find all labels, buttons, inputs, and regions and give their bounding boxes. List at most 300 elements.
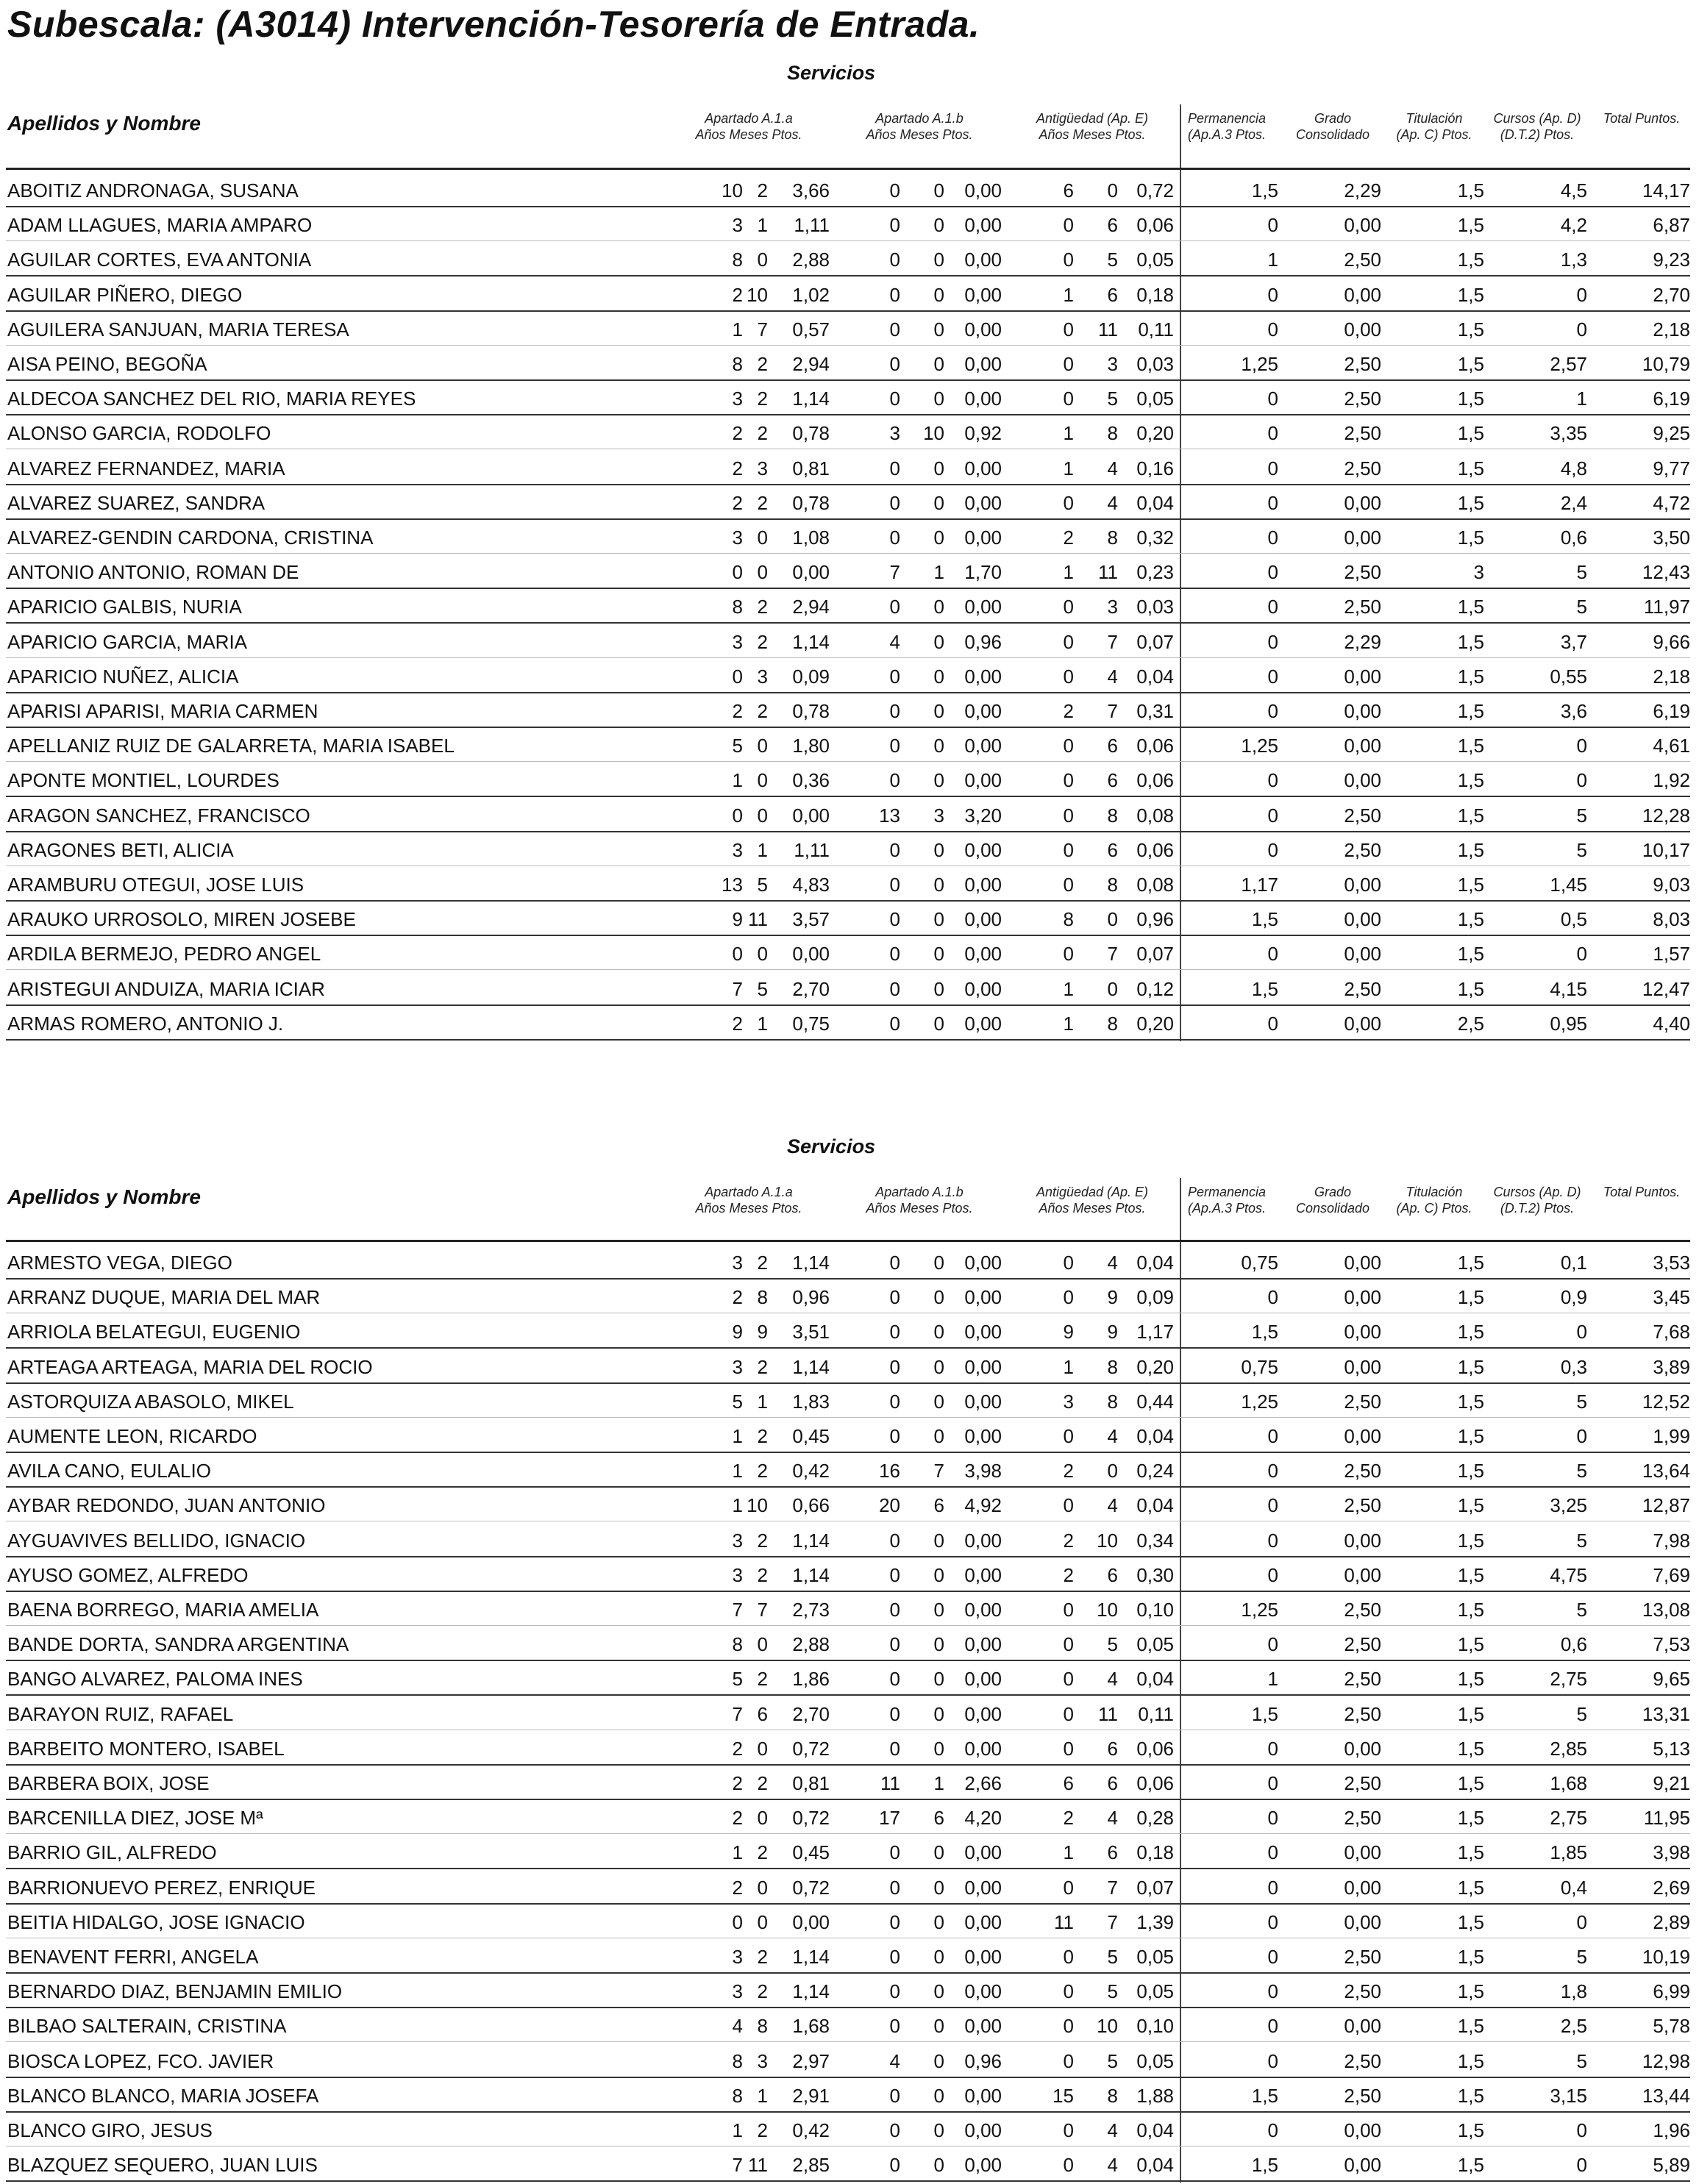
value-cell: 0,00 [1344,2119,1381,2141]
value-cell: 0 [889,1286,900,1309]
name-cell: AISA PEINO, BEGOÑA [7,353,207,375]
value-cell: 1,25 [1241,1390,1278,1413]
value-cell: 2,4 [1560,491,1587,514]
value-cell: 6 [1107,214,1118,237]
value-cell: 1 [757,1012,768,1035]
value-cell: 2,50 [1344,457,1381,479]
value-cell: 0 [889,2084,900,2107]
value-cell: 0 [1063,2049,1074,2072]
value-cell: 0 [1063,388,1074,410]
column-header-line: Permanencia [1187,1185,1267,1199]
row-divider [6,1591,1690,1592]
value-cell: 2,29 [1344,630,1381,653]
column-header-line: Años Meses Ptos. [695,127,802,142]
value-cell: 0 [1063,874,1074,896]
table-row [0,2044,1699,2079]
value-cell: 13 [722,874,743,896]
column-header-line: Titulación [1406,111,1463,126]
value-cell: 0 [1267,2119,1278,2141]
value-cell: 1,5 [1457,1910,1484,1933]
value-cell: 3,50 [1653,527,1690,549]
value-cell: 13,08 [1642,1599,1690,1621]
value-cell: 0 [1267,1633,1278,1656]
value-cell: 0 [1267,1946,1278,1968]
value-cell: 0 [889,1390,900,1413]
name-cell: APELLANIZ RUIZ DE GALARRETA, MARIA ISABEL [7,735,455,757]
value-cell: 6 [933,1807,944,1830]
value-cell: 12,28 [1642,804,1690,827]
column-header-line: Cursos (Ap. D) [1493,111,1581,126]
value-cell: 1,5 [1457,1633,1484,1656]
value-cell: 5 [1576,804,1587,827]
value-cell: 1,25 [1241,353,1278,375]
name-cell: ARAGON SANCHEZ, FRANCISCO [7,804,310,827]
value-cell: 2,91 [792,2084,830,2107]
value-cell: 0 [889,838,900,861]
value-cell: 4 [1107,457,1118,479]
row-divider [6,1382,1690,1384]
table-row [0,1593,1699,1627]
value-cell: 0,09 [1136,1286,1174,1309]
name-cell: BARCENILLA DIEZ, JOSE Mª [7,1807,263,1830]
value-cell: 0 [1267,561,1278,584]
value-cell: 0,1 [1560,1252,1587,1274]
value-cell: 0 [732,561,743,584]
value-cell: 0,96 [964,2049,1002,2072]
value-cell: 13,44 [1642,2084,1690,2107]
value-cell: 3,98 [1653,1841,1690,1864]
value-cell: 2,5 [1457,1012,1484,1035]
column-header-line: (D.T.2) Ptos. [1500,1201,1575,1216]
value-cell: 0 [1267,1807,1278,1830]
table-row [0,2113,1699,2148]
row-divider [6,2041,1690,2042]
value-cell: 0 [1063,214,1074,237]
value-cell: 0,00 [1344,769,1381,792]
value-cell: 0 [1576,318,1587,340]
value-cell: 1,5 [1457,1425,1484,1447]
column-header-line: Consolidado [1295,1201,1370,1216]
name-cell: ARMAS ROMERO, ANTONIO J. [7,1012,284,1035]
value-cell: 2,85 [1550,1737,1587,1760]
value-cell: 0 [889,1321,900,1343]
name-cell: ARAUKO URROSOLO, MIREN JOSEBE [7,908,356,931]
value-cell: 7 [757,1599,768,1621]
value-cell: 2,50 [1344,977,1381,1000]
value-cell: 5 [1576,596,1587,618]
value-cell: 3 [732,1355,743,1378]
name-cell: ANTONIO ANTONIO, ROMAN DE [7,561,299,584]
value-cell: 0 [933,1737,944,1760]
value-cell: 1,70 [964,561,1002,584]
value-cell: 2 [732,1772,743,1794]
value-cell: 3,89 [1653,1355,1690,1378]
value-cell: 5 [1576,1702,1587,1725]
value-cell: 1 [933,561,944,584]
table-row [0,1419,1699,1454]
value-cell: 1,14 [792,1252,830,1274]
value-cell: 1,45 [1550,874,1587,896]
row-divider [6,2007,1690,2008]
value-cell: 0 [889,1876,900,1899]
value-cell: 0,00 [1344,700,1381,722]
value-cell: 0,00 [964,1946,1002,1968]
value-cell: 1 [1063,1841,1074,1864]
value-cell: 3,7 [1560,630,1587,653]
value-cell: 0 [1107,1460,1118,1482]
value-cell: 1,5 [1457,838,1484,861]
value-cell: 0,95 [1550,1012,1587,1035]
value-cell: 9 [1063,1321,1074,1343]
table-row [0,1385,1699,1419]
value-cell: 1 [1267,1668,1278,1691]
column-header-line: Consolidado [1295,127,1370,142]
value-cell: 0 [933,874,944,896]
value-cell: 0,00 [964,596,1002,618]
value-cell: 0 [933,1252,944,1274]
value-cell: 0,00 [964,214,1002,237]
value-cell: 1 [1063,1012,1074,1035]
value-cell: 1 [757,214,768,237]
value-cell: 1,5 [1457,665,1484,688]
value-cell: 0,00 [964,1529,1002,1552]
value-cell: 3 [732,1563,743,1586]
value-cell: 7 [933,1460,944,1482]
value-cell: 10,19 [1642,1946,1690,1968]
value-cell: 0 [933,1563,944,1586]
value-cell: 1,5 [1457,1286,1484,1309]
name-cell: ARRIOLA BELATEGUI, EUGENIO [7,1321,301,1343]
value-cell: 13 [879,804,900,827]
value-cell: 0,08 [1136,804,1174,827]
value-cell: 7 [1107,943,1118,966]
value-cell: 0,00 [1344,1425,1381,1447]
value-cell: 4,75 [1550,1563,1587,1586]
value-cell: 1 [732,2119,743,2141]
row-divider [6,1625,1690,1626]
value-cell: 0,00 [964,838,1002,861]
value-cell: 0 [1576,943,1587,966]
value-cell: 0 [933,1529,944,1552]
value-cell: 11 [880,1772,900,1794]
value-cell: 0,00 [964,318,1002,340]
value-cell: 0 [889,1633,900,1656]
value-cell: 0 [889,214,900,237]
value-cell: 0,05 [1136,1946,1174,1968]
value-cell: 2 [757,700,768,722]
value-cell: 10 [747,1494,768,1517]
value-cell: 0,00 [1344,491,1381,514]
value-cell: 9,21 [1653,1772,1690,1794]
value-cell: 0 [1267,1980,1278,2003]
value-cell: 0,81 [792,457,830,479]
value-cell: 1 [1267,249,1278,271]
column-header-line: Grado [1314,1185,1352,1199]
value-cell: 0,32 [1136,527,1174,549]
value-cell: 0,04 [1136,1252,1174,1274]
value-cell: 0,00 [1344,318,1381,340]
value-cell: 0 [1063,665,1074,688]
row-divider [6,1903,1690,1905]
value-cell: 0 [933,977,944,1000]
value-cell: 0 [889,1910,900,1933]
name-cell: BIOSCA LOPEZ, FCO. JAVIER [7,2049,274,2072]
column-header-line: Permanencia [1187,111,1267,126]
value-cell: 0,00 [964,908,1002,931]
value-cell: 3 [732,527,743,549]
value-cell: 0,92 [964,422,1002,445]
value-cell: 3,25 [1550,1494,1587,1517]
value-cell: 0,00 [964,1599,1002,1621]
value-cell: 2,50 [1344,422,1381,445]
value-cell: 4,61 [1653,735,1690,757]
value-cell: 7 [1107,1876,1118,1899]
value-cell: 0,12 [1136,977,1174,1000]
table-row [0,1454,1699,1488]
value-cell: 5 [1576,1946,1587,1968]
column-header-line: Apartado A.1.b [875,1185,964,1199]
name-cell: BARBEITO MONTERO, ISABEL [7,1737,285,1760]
value-cell: 2,69 [1653,1876,1690,1899]
value-cell: 5 [732,1390,743,1413]
value-cell: 12,47 [1642,977,1690,1000]
value-cell: 1,5 [1457,2049,1484,2072]
name-cell: ARAMBURU OTEGUI, JOSE LUIS [7,874,304,896]
value-cell: 1,5 [1457,527,1484,549]
value-cell: 2,75 [1550,1807,1587,1830]
value-cell: 3 [732,1946,743,1968]
value-cell: 0 [889,1737,900,1760]
column-header-line: Titulación [1406,1185,1463,1199]
value-cell: 0,72 [792,1737,830,1760]
value-cell: 0 [933,1286,944,1309]
value-cell: 0,45 [792,1841,830,1864]
value-cell: 1,83 [792,1390,830,1413]
value-cell: 1,14 [792,1980,830,2003]
value-cell: 1,5 [1251,977,1278,1000]
value-cell: 0 [933,1599,944,1621]
value-cell: 0,00 [964,1390,1002,1413]
value-cell: 12,98 [1642,2049,1690,2072]
value-cell: 0,03 [1136,596,1174,618]
name-cell: ALDECOA SANCHEZ DEL RIO, MARIA REYES [7,388,416,410]
value-cell: 1,25 [1241,1599,1278,1621]
value-cell: 0,00 [792,561,830,584]
value-cell: 0,00 [964,735,1002,757]
row-divider [6,1972,1690,1974]
value-cell: 5 [1107,1946,1118,1968]
value-cell: 2 [757,1425,768,1447]
value-cell: 0,96 [1136,908,1174,931]
value-cell: 0,00 [964,769,1002,792]
value-cell: 0 [1063,1980,1074,2003]
value-cell: 0,55 [1550,665,1587,688]
table-row [0,1835,1699,1870]
value-cell: 1,86 [792,1668,830,1691]
value-cell: 0 [889,353,900,375]
value-cell: 0 [757,735,768,757]
value-cell: 0,00 [964,491,1002,514]
table-row [0,1905,1699,1940]
value-cell: 1,5 [1251,179,1278,201]
value-cell: 12,43 [1642,561,1690,584]
value-cell: 3,66 [792,179,830,201]
value-cell: 6 [1107,1737,1118,1760]
value-cell: 0 [1267,1012,1278,1035]
value-cell: 1,3 [1560,249,1587,271]
value-cell: 2,18 [1653,665,1690,688]
value-cell: 2,50 [1344,2084,1381,2107]
table-row [0,1662,1699,1696]
value-cell: 9,03 [1653,874,1690,896]
value-cell: 11 [748,2154,768,2177]
value-cell: 2,29 [1344,179,1381,201]
value-cell: 3,51 [792,1321,830,1343]
value-cell: 2,50 [1344,1807,1381,1830]
name-cell: BLANCO GIRO, JESUS [7,2119,213,2141]
group-heading: Servicios [787,1135,876,1157]
value-cell: 9 [757,1321,768,1343]
value-cell: 0,24 [1136,1460,1174,1482]
value-cell: 0,00 [1344,2015,1381,2038]
value-cell: 13,64 [1642,1460,1690,1482]
name-cell: ASTORQUIZA ABASOLO, MIKEL [7,1390,294,1413]
value-cell: 1,5 [1457,2119,1484,2141]
value-cell: 0,6 [1560,1633,1587,1656]
value-cell: 5 [1107,388,1118,410]
value-cell: 0,00 [964,249,1002,271]
column-header-a1b [846,1184,993,1216]
value-cell: 1,5 [1251,2154,1278,2177]
value-cell: 0 [933,2015,944,2038]
value-cell: 4 [889,2049,900,2072]
column-header-name: Apellidos y Nombre [7,112,201,135]
value-cell: 7 [732,2154,743,2177]
value-cell: 7 [1107,700,1118,722]
value-cell: 0,00 [964,457,1002,479]
value-cell: 2 [1063,1563,1074,1586]
value-cell: 2,18 [1653,318,1690,340]
value-cell: 1,5 [1457,179,1484,201]
value-cell: 1,5 [1457,1980,1484,2003]
value-cell: 0 [1267,1494,1278,1517]
row-divider [6,1417,1690,1418]
value-cell: 5,89 [1653,2154,1690,2177]
value-cell: 1 [1576,388,1587,410]
value-cell: 0,16 [1136,457,1174,479]
value-cell: 1 [757,838,768,861]
value-cell: 6 [933,1494,944,1517]
value-cell: 5 [1576,1529,1587,1552]
value-cell: 0 [757,1876,768,1899]
value-cell: 0,00 [1344,1286,1381,1309]
value-cell: 5 [1576,561,1587,584]
value-cell: 0 [1267,318,1278,340]
value-cell: 0,00 [1344,665,1381,688]
row-divider [6,1486,1690,1488]
value-cell: 0 [757,249,768,271]
name-cell: BLAZQUEZ SEQUERO, JUAN LUIS [7,2154,318,2177]
row-divider [6,1278,1690,1280]
value-cell: 3,57 [792,908,830,931]
value-cell: 8 [757,2015,768,2038]
value-cell: 8 [732,2084,743,2107]
value-cell: 0,00 [964,1012,1002,1035]
value-cell: 0 [889,1425,900,1447]
value-cell: 0,00 [1344,1563,1381,1586]
row-divider [6,2111,1690,2113]
table-row [0,1871,1699,1905]
value-cell: 0,00 [964,353,1002,375]
value-cell: 0 [933,1910,944,1933]
value-cell: 1,5 [1457,596,1484,618]
value-cell: 1,5 [1457,2154,1484,2177]
value-cell: 0 [889,1668,900,1691]
value-cell: 4,2 [1560,214,1587,237]
value-cell: 0,03 [1136,353,1174,375]
value-cell: 10,17 [1642,838,1690,861]
value-cell: 1,5 [1457,388,1484,410]
value-cell: 0 [1267,1425,1278,1447]
value-cell: 0 [933,1702,944,1725]
value-cell: 1 [732,1460,743,1482]
name-cell: ALVAREZ SUAREZ, SANDRA [7,491,266,514]
value-cell: 4 [889,630,900,653]
value-cell: 2,50 [1344,1772,1381,1794]
value-cell: 1,5 [1457,457,1484,479]
table-row [0,1732,1699,1766]
value-cell: 0,00 [1344,1012,1381,1035]
value-cell: 1 [933,1772,944,1794]
value-cell: 1,5 [1251,1321,1278,1343]
value-cell: 0 [1107,977,1118,1000]
value-cell: 0 [1267,388,1278,410]
value-cell: 2,70 [792,1702,830,1725]
name-cell: BERNARDO DIAZ, BENJAMIN EMILIO [7,1980,343,2003]
value-cell: 0 [757,1807,768,1830]
name-cell: ALONSO GARCIA, RODOLFO [7,422,271,445]
value-cell: 0,06 [1136,838,1174,861]
name-cell: APARICIO GALBIS, NURIA [7,596,242,618]
value-cell: 1,5 [1457,804,1484,827]
column-header-line: Años Meses Ptos. [866,1201,973,1216]
value-cell: 2 [757,1772,768,1794]
value-cell: 2,50 [1344,1390,1381,1413]
value-cell: 0,20 [1136,422,1174,445]
value-cell: 1,5 [1457,1355,1484,1378]
value-cell: 1,5 [1457,1321,1484,1343]
value-cell: 4 [1107,1807,1118,1830]
value-cell: 8 [732,596,743,618]
table-row [0,1280,1699,1315]
value-cell: 11,97 [1643,596,1690,618]
value-cell: 0,78 [792,491,830,514]
value-cell: 2,50 [1344,561,1381,584]
value-cell: 0,00 [964,1910,1002,1933]
name-cell: BANGO ALVAREZ, PALOMA INES [7,1668,303,1691]
value-cell: 0 [933,1425,944,1447]
value-cell: 2,94 [792,353,830,375]
column-header-grado [1281,1184,1384,1216]
value-cell: 2,50 [1344,804,1381,827]
value-cell: 1,25 [1241,735,1278,757]
value-cell: 0,42 [792,1460,830,1482]
value-cell: 6 [1107,283,1118,306]
column-header-line: Antigüedad (Ap. E) [1036,1185,1149,1199]
name-cell: BILBAO SALTERAIN, CRISTINA [7,2015,287,2038]
table-row [0,1315,1699,1349]
value-cell: 4 [1107,1425,1118,1447]
